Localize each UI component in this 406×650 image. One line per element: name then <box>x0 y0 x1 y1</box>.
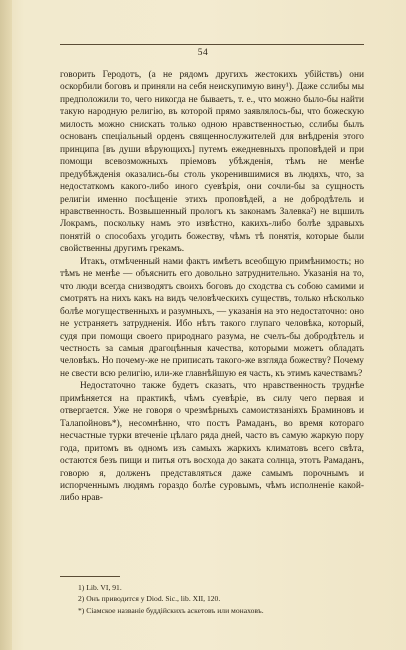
page-number: 54 <box>197 48 209 58</box>
footnote-1: 1) Lib. VI, 91. <box>78 583 122 592</box>
header-rule <box>60 44 364 45</box>
footnote-2: 2) Онъ приводится у Diod. Sic., lib. XII, 120. <box>78 594 221 604</box>
footnotes <box>78 582 364 616</box>
footnote-rule <box>60 576 120 577</box>
book-spine-edge <box>0 0 12 650</box>
paragraph-3: Недостаточно также будетъ сказать, что нравственность труднѣе примѣняется на практикѣ, чѣмъ суевѣріе, въ силу чего первая и отвергается. Уже не говоря о чрезмѣрныхъ самоистязаніяхъ Браминовъ и Талапойновъ*), несомнѣнно, что постъ Рамаданъ, во время котораго несчастные турки втеченіе цѣлаго ряда дней, часто въ самую жаркую пору года, притомъ въ одномъ изъ самыхъ жаркихъ климатовъ всего свѣта, остаются безъ пищи и питья отъ восхода до заката солнца, этотъ Рамаданъ, говорю я, долженъ представляться даже самымъ порочнымъ и испорченнымъ людямъ гораздо болѣе суровымъ, чѣмъ исполненіе какой-либо нрав- <box>60 381 364 504</box>
footnote-3: *) Сіамское названіе буддійскихъ аскетовъ или монаховъ. <box>78 605 264 615</box>
paragraph-2: Итакъ, отмѣченный нами фактъ имѣетъ всеобщую примѣнимость; но тѣмъ не менѣе — объяснить его довольно затруднительно. Указанія на то, что люди всегда снизводятъ своихъ боговъ до сходства съ собою самими и смотрятъ на нихъ какъ на видъ человѣческихъ существъ, только нѣсколько болѣе могущественныхъ и разумныхъ, — указанія на это недостаточно: оно не устраняетъ затрудненія. Ибо нѣтъ такого глупаго человѣка, который, судя при помощи своего природнаго разума, не счелъ-бы добродѣтель и честность за самыя драгоцѣнныя качества, которыми можетъ обладать человѣкъ. Но почему-же не приписать такого-же взгляда божеству? Почему не свести всю религію, или-же главнѣйшую ея часть, къ этимъ качествамъ? <box>60 256 364 379</box>
main-text <box>60 69 364 505</box>
paragraph-1: говорить Геродотъ, (а не рядомъ другихъ жестокихъ убійствъ) они оскорбили боговъ и приняли на себя неискупимую вину¹). Даже сслибы мы предположили то, чего никогда не бываетъ, т. е., что можно было-бы найти такую народную религію, въ которой прямо заявлялось-бы, что божескую милость можно снискать только одною нравственностью, сслибы былъ основанъ спеціальный орденъ священнослужителей для внѣдренія этого принципа [въ души вѣрующихъ] путемъ ежедневныхъ проповѣдей и при помощи всевозможныхъ пріемовъ убѣжденія, тѣмъ не менѣе предубѣжденія оказались-бы столь укоренившимися въ людяхъ, что, за недостаткомъ какого-либо иного суевѣрія, они сочли-бы за сущность религіи именно посѣщеніе этихъ проповѣдей, а не добродѣтель и нравственность. Возвышенный прологъ къ законамъ Залевка²) не вцшилъ Локрамъ, поскольку намъ это извѣстно, какихъ-либо болѣе здравыхъ понятій о способахъ угодить божеству, чѣмъ тѣ понятія, которые были свойственны другимъ грекамъ. <box>60 70 364 255</box>
